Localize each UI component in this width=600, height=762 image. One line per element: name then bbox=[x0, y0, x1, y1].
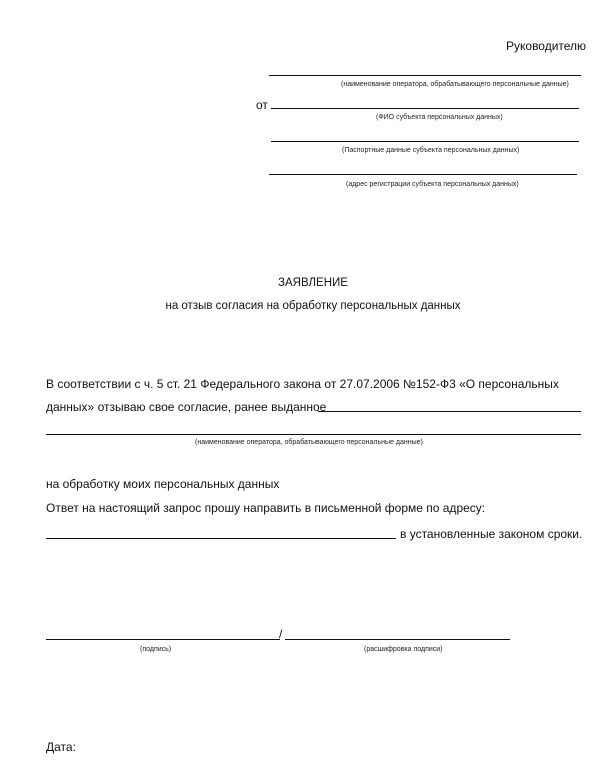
reply-address-field[interactable] bbox=[46, 538, 396, 539]
operator-name-caption-2: (наименование оператора, обрабатывающего персональные данные) bbox=[195, 439, 423, 446]
address-field[interactable] bbox=[269, 174, 577, 175]
date-label: Дата: bbox=[46, 740, 76, 754]
from-label: от bbox=[256, 98, 268, 112]
fio-field[interactable] bbox=[271, 108, 579, 109]
body-line-3: на обработку моих персональных данных bbox=[46, 477, 280, 491]
passport-caption: (Паспортные данные субъекта персональных данных) bbox=[342, 147, 520, 154]
addressee-label: Руководителю bbox=[506, 39, 587, 53]
signature-slash: / bbox=[279, 627, 283, 641]
passport-field[interactable] bbox=[271, 141, 579, 142]
body-line-5-suffix: в установленные законом сроки. bbox=[400, 527, 583, 541]
document-title: ЗАЯВЛЕНИЕ bbox=[278, 277, 348, 289]
signature-decoding-caption: (расшифровка подписи) bbox=[364, 646, 443, 653]
body-line-1: В соответствии с ч. 5 ст. 21 Федерального закона от 27.07.2006 №152-Ф3 «О персональных bbox=[46, 377, 559, 391]
signature-decoding-field[interactable] bbox=[285, 639, 510, 640]
fio-caption: (ФИО субъекта персональных данных) bbox=[376, 114, 503, 121]
body-line-2: данных» отзываю свое согласие, ранее выданное bbox=[46, 400, 327, 414]
operator-name-field-2[interactable] bbox=[46, 434, 581, 435]
operator-name-field[interactable] bbox=[269, 75, 581, 76]
address-caption: (адрес регистрации субъекта персональных данных) bbox=[346, 181, 519, 188]
signature-caption: (подпись) bbox=[140, 646, 172, 653]
previous-operator-field[interactable] bbox=[318, 411, 581, 412]
signature-field[interactable] bbox=[46, 639, 280, 640]
document-subtitle: на отзыв согласия на обработку персональных данных bbox=[165, 300, 461, 312]
body-line-4: Ответ на настоящий запрос прошу направить в письменной форме по адресу: bbox=[46, 501, 486, 515]
operator-name-caption: (наименование оператора, обрабатывающего персональные данные) bbox=[341, 81, 569, 88]
